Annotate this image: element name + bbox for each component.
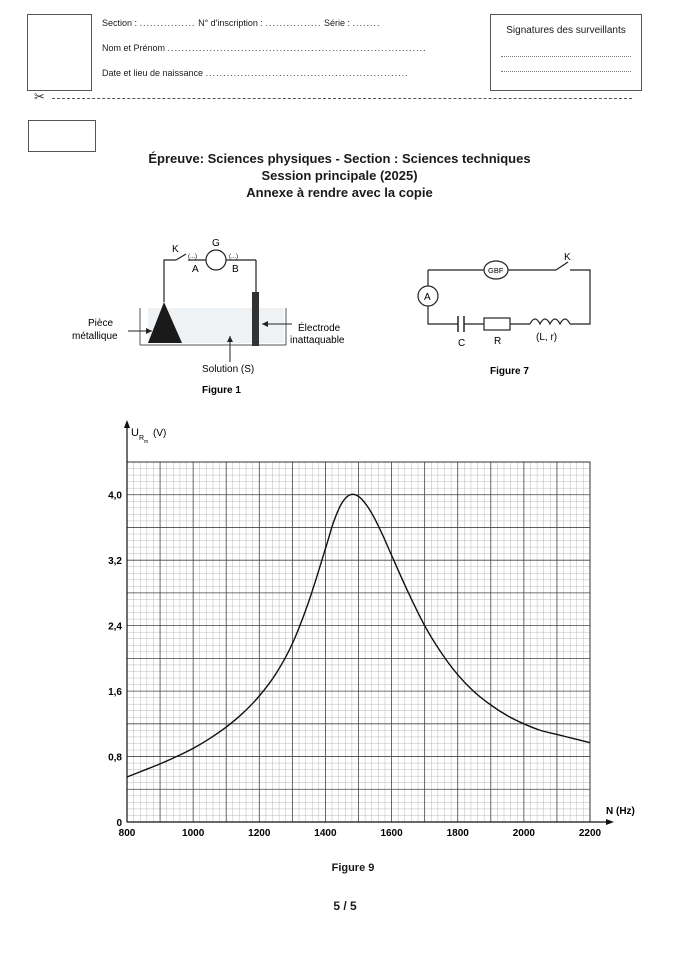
gbf-label: GBF [488,266,504,275]
code-box [28,120,96,152]
signature-line-1[interactable] [501,46,631,57]
x-tick-label: 2200 [578,828,602,839]
fig7-label-k: K [564,252,571,263]
scissors-icon: ✂ [34,89,45,104]
y-tick-label: 4,0 [108,490,122,502]
piece-label-2: métallique [72,331,118,342]
y-tick-label: 2,4 [108,621,122,633]
x-axis-arrow [606,819,614,825]
resistor [484,318,510,330]
figure-9-caption: Figure 9 [331,862,375,874]
figure-7-caption: Figure 7 [490,366,529,377]
y-tick-label: 0,8 [108,752,122,764]
fig7-label-c: C [458,338,466,349]
piece-label-1: Pièce [88,318,114,329]
section-label: Section : [102,18,138,28]
figure-1-caption: Figure 1 [202,385,241,396]
date-lieu-label: Date et lieu de naissance [102,68,204,78]
signatures-label: Signatures des surveillants [506,25,626,36]
inductor [530,319,570,324]
fig1-label-a: A [192,264,199,275]
serie-label: Série : [323,18,350,28]
serie-field[interactable]: ........ [352,18,381,28]
figure-7 [380,240,620,380]
x-tick-label: 1600 [380,828,403,839]
x-tick-label: 1400 [314,828,337,839]
chart-axes [124,420,614,825]
page-number: 5 / 5 [333,899,357,913]
annex-title: Annexe à rendre avec la copie [246,185,433,200]
electrode-label-1: Électrode [298,323,341,334]
nom-prenom-field[interactable]: .......................................................................... [167,43,427,53]
fig1-label-b: B [232,264,239,275]
fig7-label-r: R [494,336,502,347]
y-axis-arrow [124,420,130,428]
session-title: Session principale (2025) [261,168,418,183]
header-row-section [102,18,381,28]
fig7-label-lr: (L, r) [536,332,558,343]
y-axis-subscript: R [139,435,145,442]
generator-g [206,250,226,270]
fig1-label-g: G [212,238,220,249]
y-tick-label: 3,2 [108,556,122,568]
y-axis-label: U [131,427,139,439]
y-axis-subscript-2: m [144,439,149,445]
x-tick-label: 2000 [512,828,535,839]
student-id-box [27,14,92,91]
ammeter-label: A [424,292,431,303]
x-tick-label: 1800 [446,828,469,839]
fig7-switch-k [556,262,568,270]
x-tick-label: 800 [118,828,136,839]
figure-9-chart [0,420,679,880]
inert-electrode [252,292,259,346]
signatures-box [490,14,642,91]
y-tick-label: 1,6 [108,687,122,699]
y-axis-unit: (V) [153,428,167,439]
x-tick-label: 1000 [182,828,205,839]
y-tick-label: 0 [116,818,122,829]
date-lieu-field[interactable]: .......................................................... [205,68,409,78]
solution-label: Solution (S) [202,364,255,375]
inscription-label: N° d'inscription : [198,18,263,28]
section-field[interactable]: ................ [139,18,196,28]
figure-1 [0,230,380,410]
inscription-field[interactable]: ................ [265,18,322,28]
electrode-label-2: inattaquable [290,335,345,346]
exam-title: Épreuve: Sciences physiques - Section : Sciences techniques [148,151,531,166]
fig1-blank-b: (...) [229,254,238,260]
fig1-label-k: K [172,244,179,255]
x-tick-label: 1200 [248,828,271,839]
fig1-blank-a: (...) [188,254,197,260]
header-row-birth [102,68,409,78]
nom-prenom-label: Nom et Prénom [102,43,166,53]
signature-line-2[interactable] [501,61,631,72]
grid-major [127,462,590,822]
x-axis-label: N (Hz) [606,806,635,817]
header-row-name [102,43,427,53]
cut-line [52,98,632,99]
